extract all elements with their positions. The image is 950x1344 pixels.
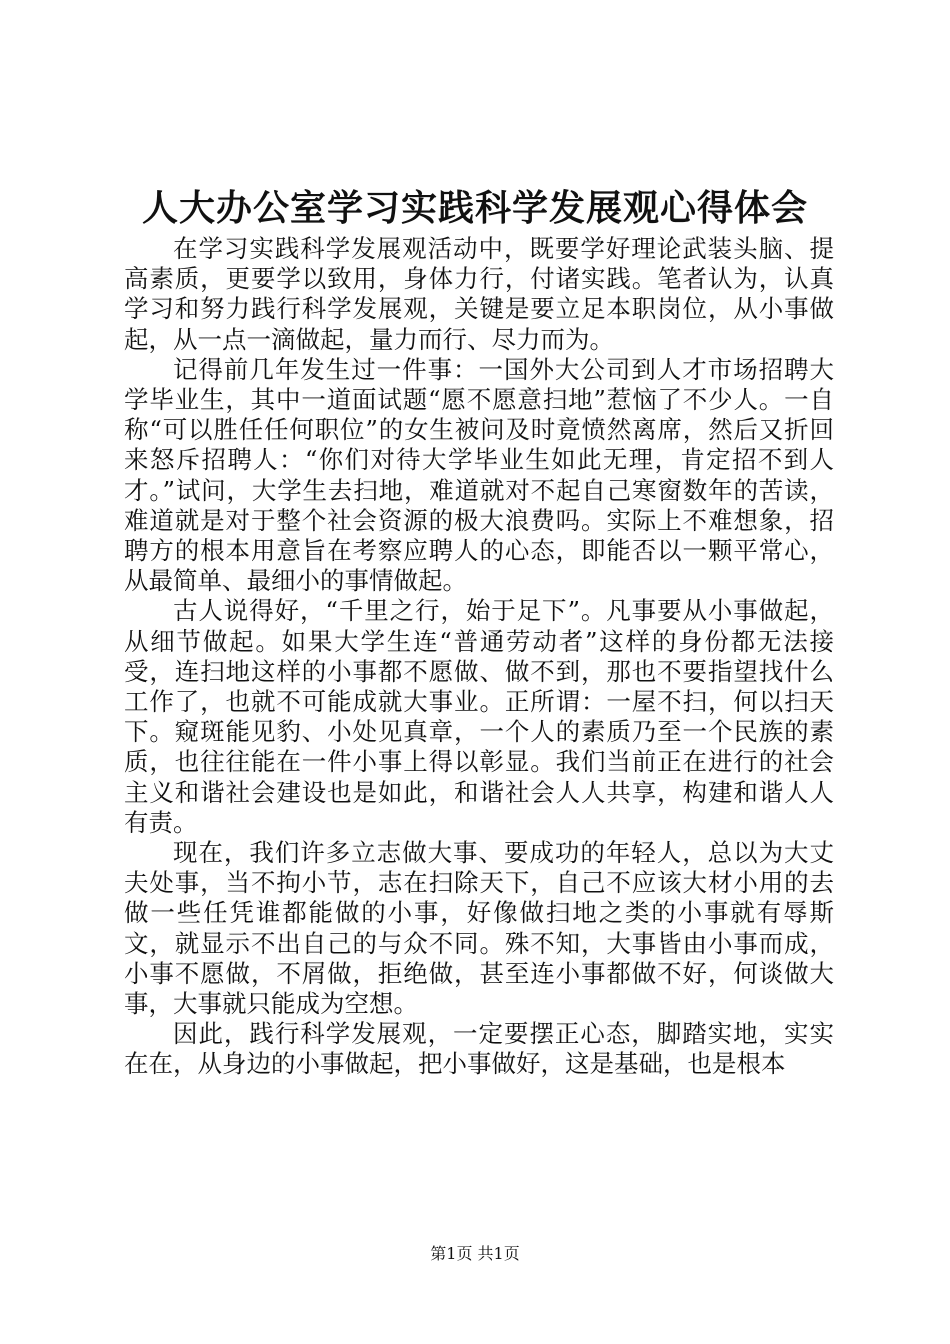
paragraph-5: 因此，践行科学发展观，一定要摆正心态，脚踏实地，实实在在，从身边的小事做起，把小事做好，这是基础，也是根本 [124, 1019, 834, 1079]
document-body [124, 234, 834, 1080]
page-footer: 第1页 共1页 [430, 1244, 520, 1263]
paragraph-3: 古人说得好，“千里之行，始于足下”。凡事要从小事做起，从细节做起。如果大学生连“普通劳动者”这样的身份都无法接受，连扫地这样的小事都不愿做、做不到，那也不要指望找什么工作了，也就不可能成就大事业。正所谓：一屋不扫，何以扫天下。窥斑能见豹、小处见真章，一个人的素质乃至一个民族的素质，也往往能在一件小事上得以彰显。我们当前正在进行的社会主义和谐社会建设也是如此，和谐社会人人共享，构建和谐人人有责。 [124, 596, 834, 837]
paragraph-2: 记得前几年发生过一件事：一国外大公司到人才市场招聘大学毕业生，其中一道面试题“愿不愿意扫地”惹恼了不少人。一自称“可以胜任任何职位”的女生被问及时竟愤然离席，然后又折回来怒斥招聘人：“你们对待大学毕业生如此无理，肯定招不到人才。”试问，大学生去扫地，难道就对不起自己寒窗数年的苦读，难道就是对于整个社会资源的极大浪费吗。实际上不难想象，招聘方的根本用意旨在考察应聘人的心态，即能否以一颗平常心，从最简单、最细小的事情做起。 [124, 354, 834, 596]
paragraph-4: 现在，我们许多立志做大事、要成功的年轻人，总以为大丈夫处事，当不拘小节，志在扫除天下，自己不应该大材小用的去做一些任凭谁都能做的小事，好像做扫地之类的小事就有辱斯文，就显示不出自己的与众不同。殊不知，大事皆由小事而成，小事不愿做，不屑做，拒绝做，甚至连小事都做不好，何谈做大事，大事就只能成为空想。 [124, 838, 834, 1019]
document-title: 人大办公室学习实践科学发展观心得体会 [141, 187, 808, 229]
paragraph-1: 在学习实践科学发展观活动中，既要学好理论武装头脑、提高素质，更要学以致用，身体力行，付诸实践。笔者认为，认真学习和努力践行科学发展观，关键是要立足本职岗位，从小事做起，从一点一滴做起，量力而行、尽力而为。 [124, 234, 834, 354]
